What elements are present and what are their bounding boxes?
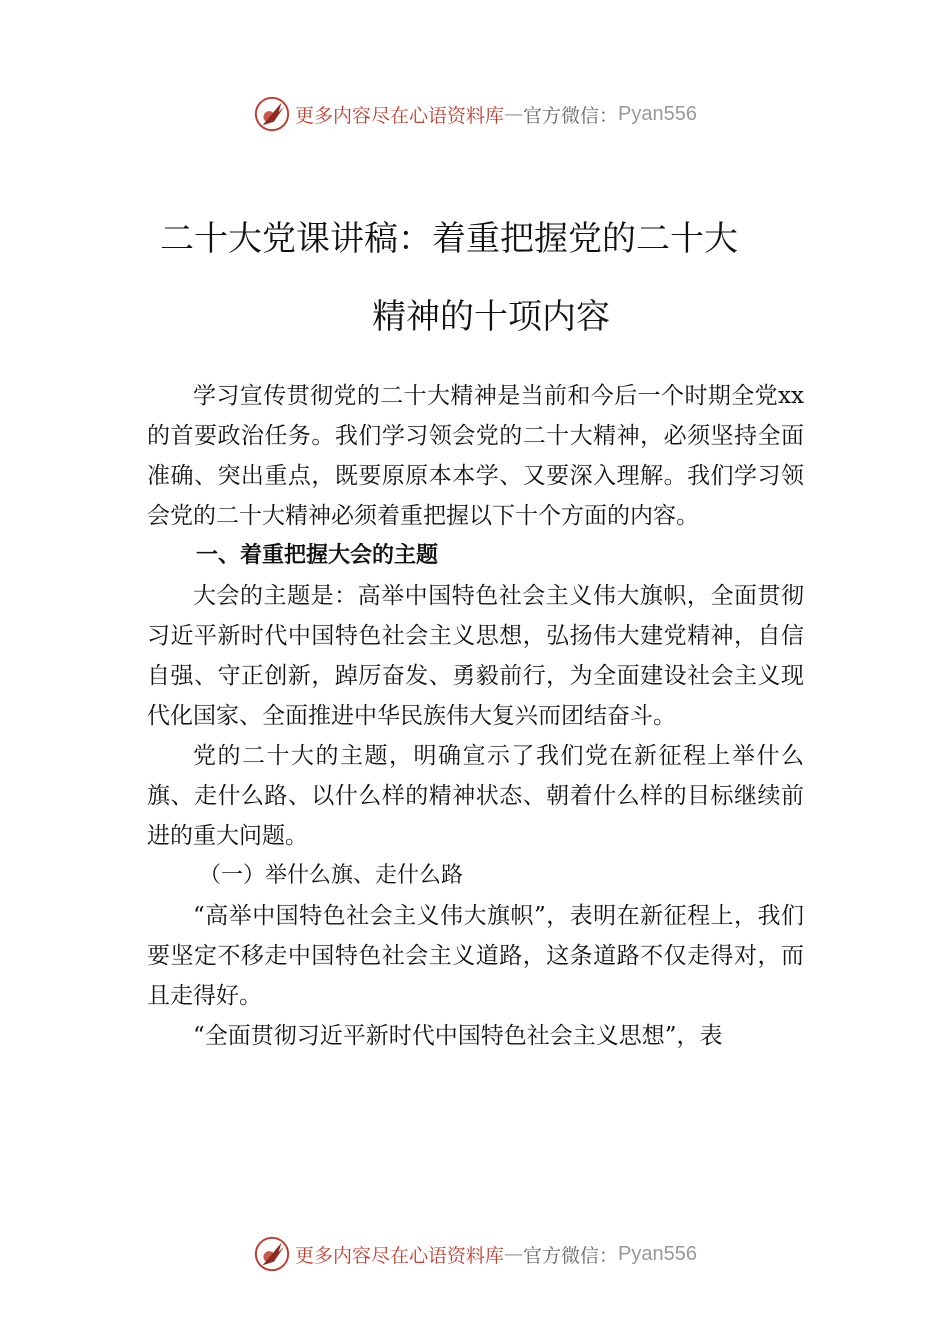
- banner-brand: 更多内容尽在心语资料库: [295, 104, 505, 127]
- subsection-heading: （一）举什么旗、走什么路: [199, 863, 464, 888]
- paragraph-flag: “高举中国特色社会主义伟大旗帜”，表明在新征程上，我们要坚定不移走中国特色社会主义道路，这条道路不仅走得对，而且走得好。: [147, 903, 804, 1009]
- banner-wechat-label: 官方微信：: [523, 104, 619, 127]
- footer-wechat-label: 官方微信：: [523, 1244, 619, 1267]
- paragraph-thought: “全面贯彻习近平新时代中国特色社会主义思想”，表: [193, 1023, 723, 1049]
- footer-dash: —: [504, 1243, 524, 1265]
- document-body: [147, 376, 804, 1056]
- document-title: [0, 200, 950, 356]
- quill-logo-icon: [253, 95, 291, 133]
- header-banner: [0, 92, 950, 136]
- footer-banner: [0, 1232, 950, 1276]
- paragraph-intro: 学习宣传贯彻党的二十大精神是当前和今后一个时期全党xx的首要政治任务。我们学习领会党的二十大精神，必须坚持全面准确、突出重点，既要原原本本学、又要深入理解。我们学习领会党的二十大精神必须着重把握以下十个方面的内容。: [147, 383, 804, 529]
- title-line-1: 二十大党课讲稿：着重把握党的二十大: [160, 219, 738, 259]
- quill-logo-icon: [253, 1235, 291, 1273]
- footer-brand: 更多内容尽在心语资料库: [295, 1244, 505, 1267]
- banner-wechat-id: Pyan556: [618, 102, 697, 125]
- banner-dash: —: [504, 103, 524, 125]
- paragraph-theme-meaning: 党的二十大的主题，明确宣示了我们党在新征程上举什么旗、走什么路、以什么样的精神状态、朝着什么样的目标继续前进的重大问题。: [147, 743, 804, 849]
- footer-wechat-id: Pyan556: [618, 1242, 697, 1265]
- section-heading: 一、着重把握大会的主题: [196, 543, 439, 568]
- title-line-2: 精神的十项内容: [372, 297, 610, 337]
- paragraph-theme: 大会的主题是：高举中国特色社会主义伟大旗帜，全面贯彻习近平新时代中国特色社会主义思想，弘扬伟大建党精神，自信自强、守正创新，踔厉奋发、勇毅前行，为全面建设社会主义现代化国家、全面推进中华民族伟大复兴而团结奋斗。: [147, 583, 804, 729]
